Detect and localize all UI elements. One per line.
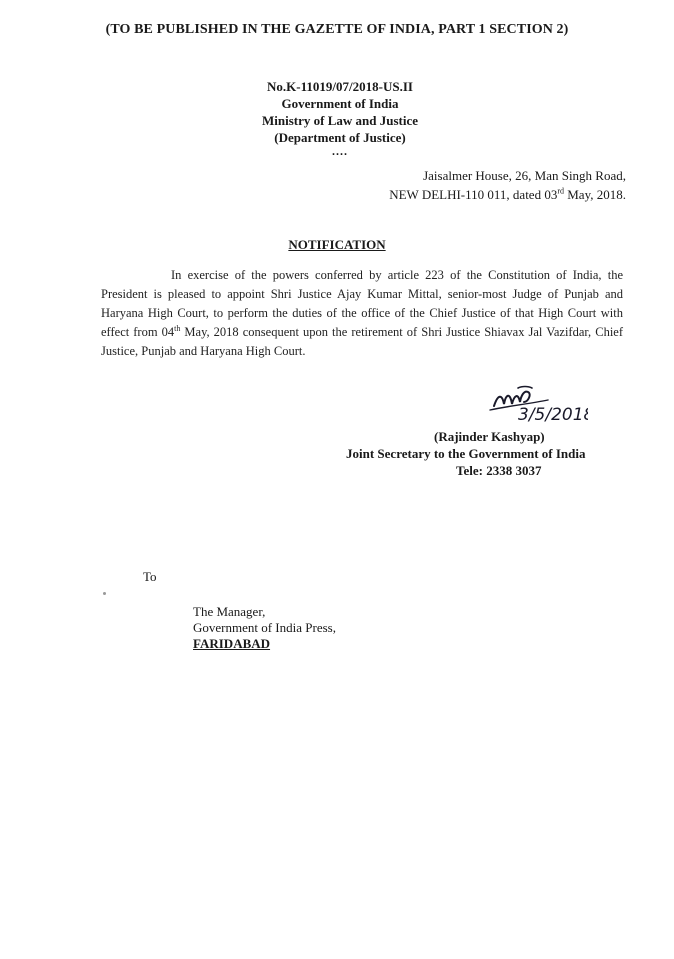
address-block (389, 166, 626, 204)
date-ordinal-suffix: rd (557, 186, 564, 196)
ministry-name: Ministry of Law and Justice (262, 113, 418, 128)
department-name: (Department of Justice) (274, 130, 406, 145)
address-line-1: Jaisalmer House, 26, Man Singh Road, (423, 168, 626, 183)
margin-mark (103, 592, 106, 595)
document-header (230, 78, 450, 156)
gazette-note: (TO BE PUBLISHED IN THE GAZETTE OF INDIA, PART 1 SECTION 2) (105, 22, 569, 37)
signature-scribble (488, 384, 588, 424)
notification-body (101, 266, 623, 361)
header-separator: .... (332, 144, 348, 158)
signatory-telephone: Tele: 2338 3037 (456, 463, 542, 478)
recipient-line-2: Government of India Press, (193, 620, 336, 635)
signatory-block (346, 428, 616, 479)
recipient-city: FARIDABAD (193, 636, 271, 651)
recipient-line-1: The Manager, (193, 604, 266, 619)
body-text-part-2: May, 2018 consequent upon the retirement of Shri Justice Shiavax Jal Vazifdar, Chief Justice, Punjab and Haryana High Court. (101, 325, 624, 358)
government-name: Government of India (281, 96, 399, 111)
address-line-2-prefix: NEW DELHI-110 011, dated 03 (389, 187, 558, 202)
handwritten-signature (488, 384, 588, 424)
address-line-2 (389, 185, 626, 204)
notification-title: NOTIFICATION (288, 237, 386, 252)
body-text-part-1: In exercise of the powers conferred by article 223 of the Constitution of India, the President is pleased to appoint Shri Justice Ajay Kumar Mittal, senior-most Judge of Punjab and Haryana High Court, to perform the duties of the office of the Chief Justice of that High Court with effect from 04 (101, 268, 623, 339)
body-ordinal-suffix: th (174, 323, 181, 333)
file-number: No.K-11019/07/2018-US.II (267, 79, 413, 94)
recipient-block (193, 604, 336, 652)
to-label: To (143, 569, 157, 584)
address-line-2-suffix: May, 2018. (564, 187, 626, 202)
signatory-designation: Joint Secretary to the Government of India (346, 446, 586, 461)
signatory-name: (Rajinder Kashyap) (434, 429, 545, 444)
signature-date: 3/5/2018 (518, 405, 588, 424)
